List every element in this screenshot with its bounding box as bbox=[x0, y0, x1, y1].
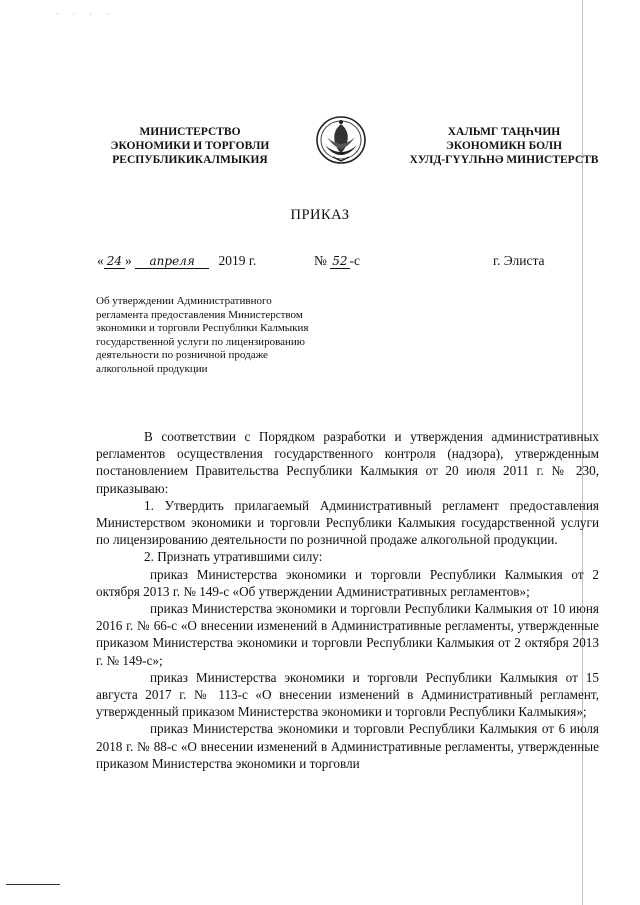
date-day: 24 bbox=[104, 254, 125, 269]
body-paragraph: приказ Министерства экономики и торговли Республики Калмыкия от 6 июля 2018 г. № 88-с «О внесении изменений в Административные регламенты, утвержденные приказом Министерства экономики и торговли bbox=[96, 721, 599, 771]
date-month: апреля bbox=[135, 254, 209, 269]
scan-artifact-dots: · · · · bbox=[56, 10, 115, 19]
date-year: 2019 г. bbox=[218, 253, 257, 268]
body-paragraph: приказ Министерства экономики и торговли Республики Калмыкия от 2 октября 2013 г. № 149-с «Об утверждении Административных регламентов»; bbox=[96, 566, 599, 599]
kalmykia-emblem-icon bbox=[313, 113, 369, 165]
ministry-name-line: ЭКОНОМИКН БОЛН bbox=[445, 140, 563, 152]
subject-line: Об утверждении Административного bbox=[96, 295, 272, 307]
ministry-name-line: РЕСПУБЛИКИКАЛМЫКИЯ bbox=[112, 154, 268, 166]
subject-line: экономики и торговли Республики Калмыкия bbox=[96, 322, 309, 335]
body-paragraph: 2. Признать утратившими силу: bbox=[144, 549, 323, 565]
subject-line: регламента предоставления Министерством bbox=[96, 308, 303, 321]
ministry-name-line: МИНИСТЕРСТВО bbox=[139, 126, 241, 138]
order-date: « 24 » апреля 2019 г. bbox=[97, 253, 257, 268]
footnote-separator bbox=[6, 884, 60, 885]
body-paragraph: 1. Утвердить прилагаемый Административный регламент предоставления Министерством экономики и торговли Республики Калмыкия государственной услуги по лицензированию деятельности по розничной продаже алкогольной продукции. bbox=[96, 497, 599, 548]
ministry-name-line: ЭКОНОМИКИ И ТОРГОВЛИ bbox=[110, 140, 270, 152]
number-suffix: -с bbox=[349, 253, 361, 268]
subject-line: деятельности по розничной продаже bbox=[96, 349, 268, 362]
order-city: г. Элиста bbox=[493, 253, 545, 268]
ministry-name-line: ХУЛД-ГҮҮЛҺНӘ МИНИСТЕРСТВ bbox=[409, 154, 599, 166]
body-paragraph: приказ Министерства экономики и торговли Республики Калмыкия от 10 июня 2016 г. № 66-с «О внесении изменений в Административные регламенты, утвержденные приказом Министерства экономики и торговли Республики Калмыкия от 2 октября 2013 г. № 149-с»; bbox=[96, 601, 599, 668]
ministry-name-kalmyk bbox=[398, 125, 610, 167]
subject-line: алкогольной продукции bbox=[96, 362, 208, 375]
body-paragraph: приказ Министерства экономики и торговли Республики Калмыкия от 15 августа 2017 г. № 113-с «О внесении изменений в Административный регламент, утвержденный приказом Министерства экономики и торговли Республики Калмыкия»; bbox=[96, 669, 599, 720]
body-paragraph: В соответствии с Порядком разработки и утверждения административных регламентов осуществления государственного контроля (надзора), утвержденным постановлением Правительства Республики Калмыкия от 20 июля 2011 г. № 230, приказываю: bbox=[96, 429, 599, 496]
order-subject bbox=[96, 295, 371, 377]
ministry-name-line: ХАЛЬМГ ТАҢҺЧИН bbox=[447, 126, 561, 138]
document-title: ПРИКАЗ bbox=[290, 207, 350, 223]
order-body bbox=[96, 428, 599, 772]
order-number bbox=[314, 253, 360, 269]
number-value: 52 bbox=[332, 254, 348, 268]
ministry-name-russian bbox=[100, 125, 280, 167]
subject-line: государственной услуги по лицензированию bbox=[96, 335, 305, 348]
number-prefix: № bbox=[314, 253, 327, 268]
